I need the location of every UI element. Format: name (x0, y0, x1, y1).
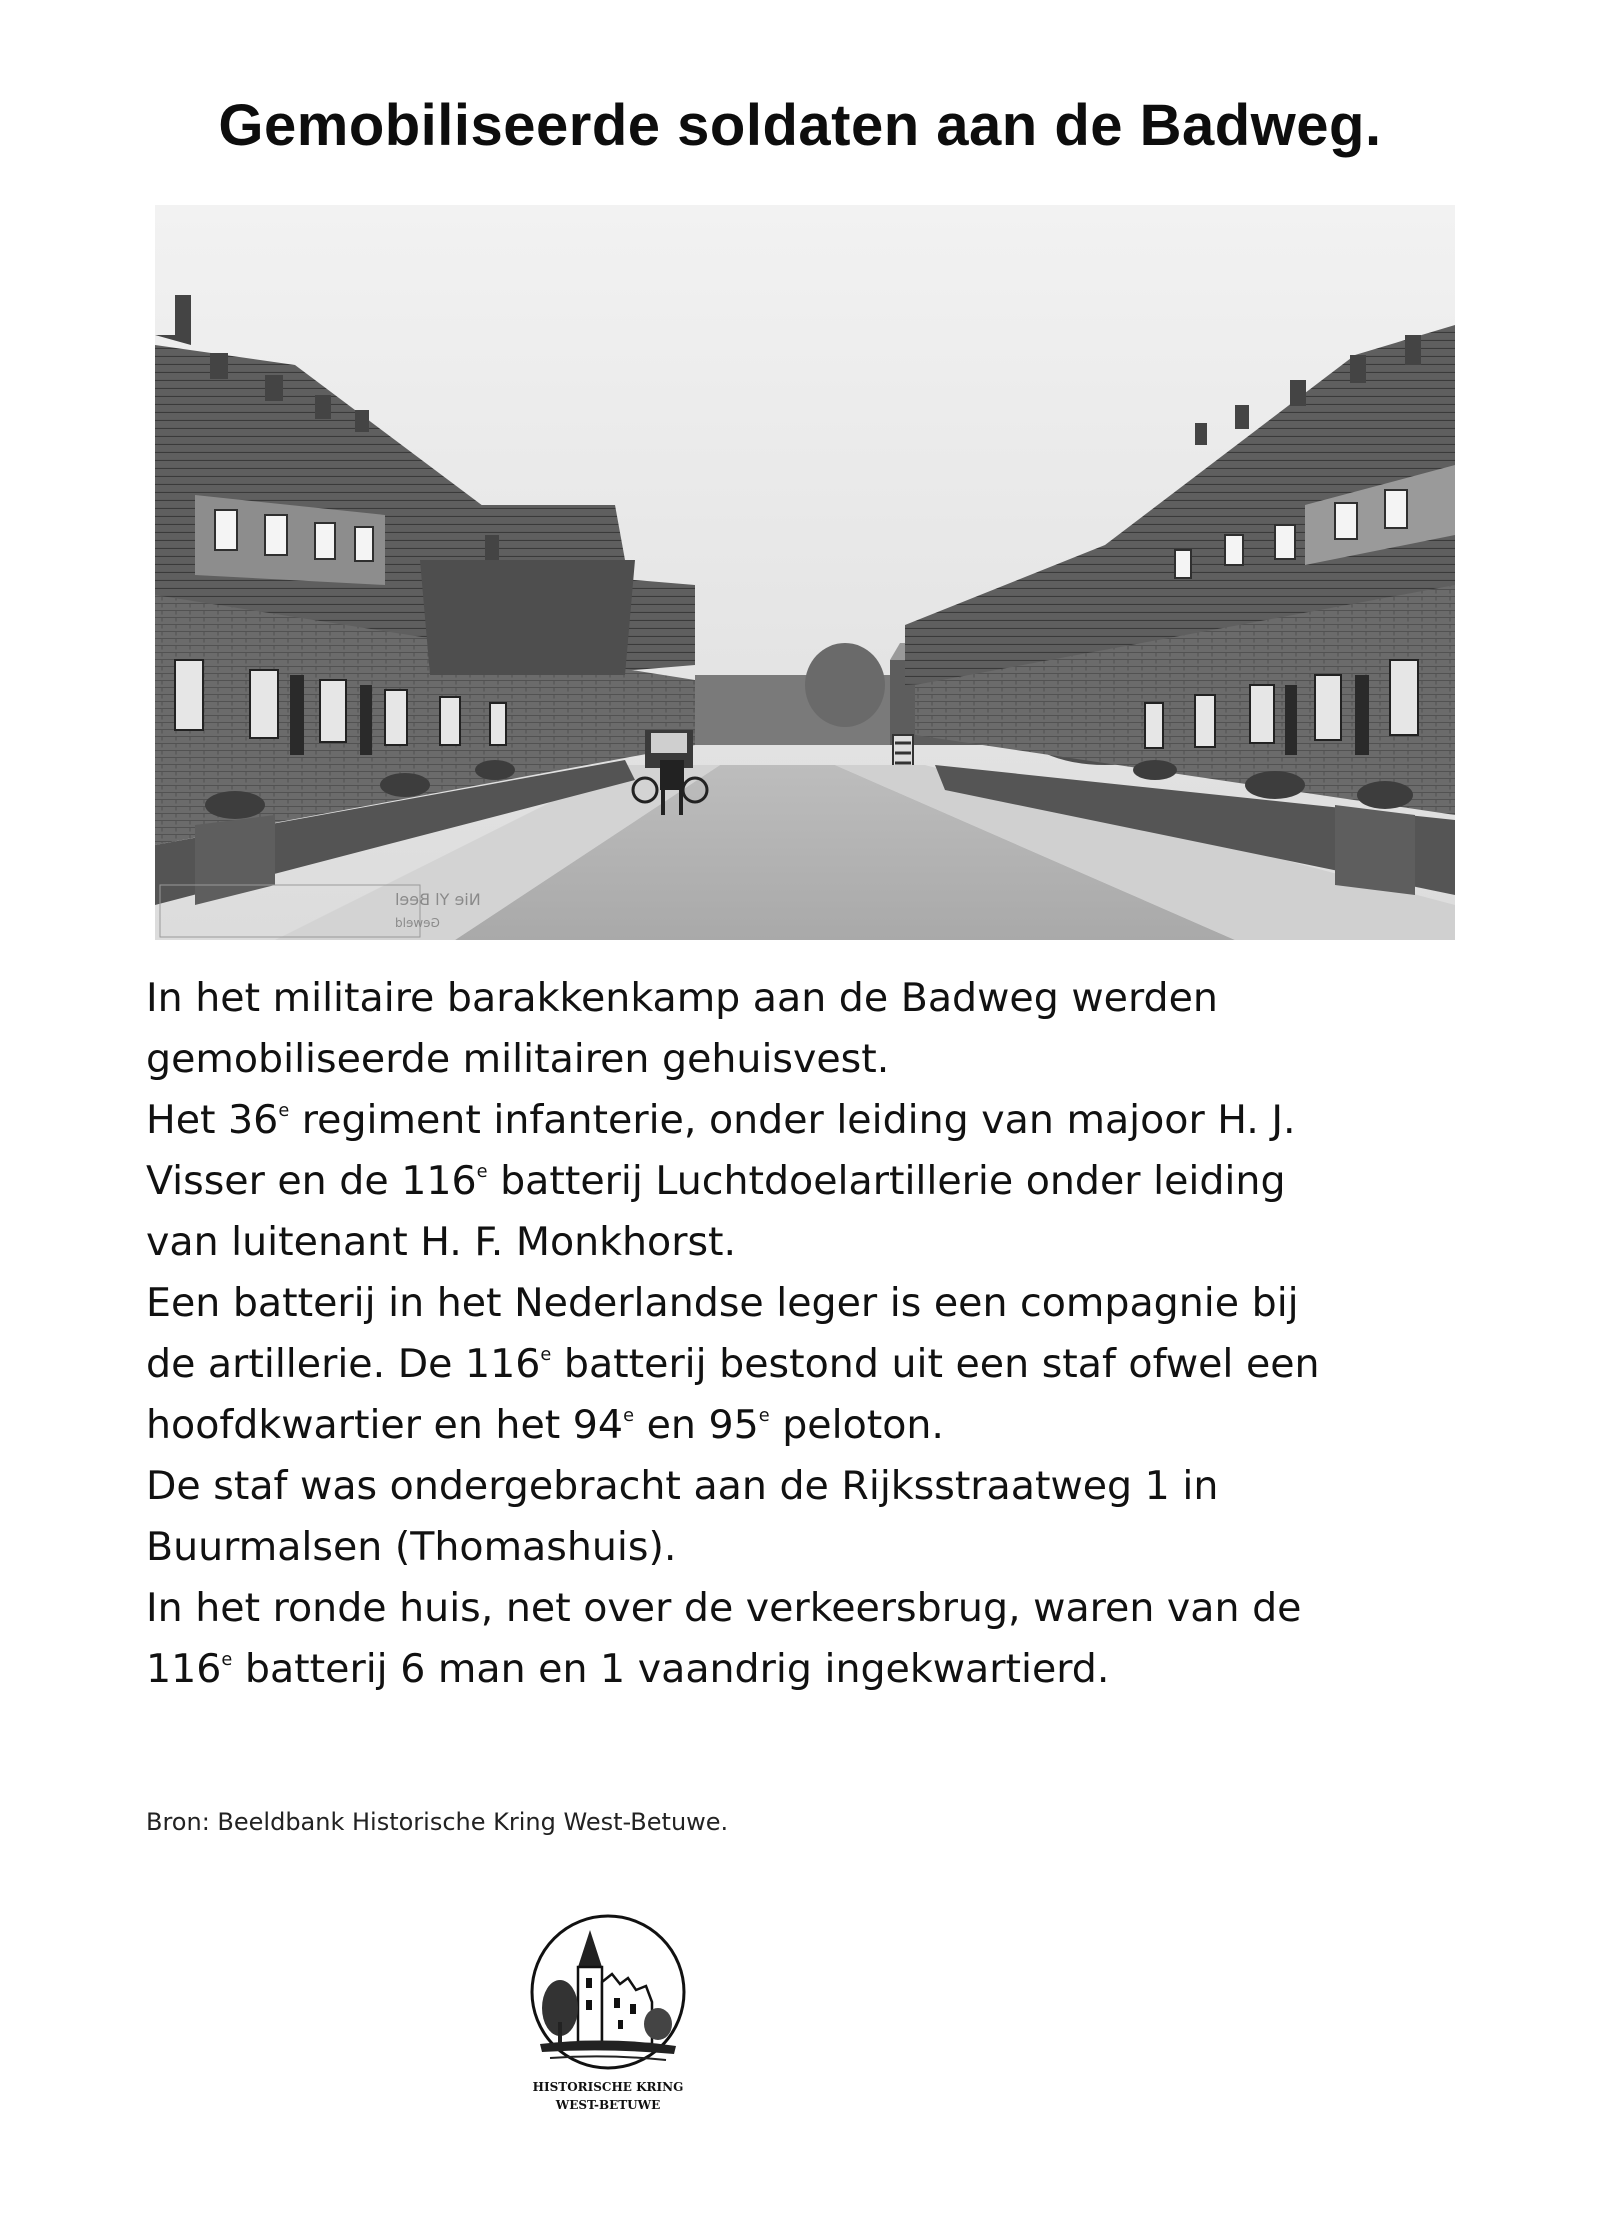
body-line: gemobiliseerde militairen gehuisvest. (146, 1036, 890, 1082)
historical-street-photo (155, 205, 1455, 940)
historische-kring-logo (522, 1912, 694, 2114)
article-body (146, 968, 1476, 1700)
body-line: Visser en de 116e batterij Luchtdoelartillerie onder leiding (146, 1158, 1286, 1204)
photo-stamp-line2: Geweld (395, 916, 440, 930)
street-photo-illustration (155, 205, 1455, 940)
body-line: van luitenant H. F. Monkhorst. (146, 1219, 737, 1265)
body-line: 116e batterij 6 man en 1 vaandrig ingekwartierd. (146, 1646, 1110, 1692)
body-line: In het militaire barakkenkamp aan de Badweg werden (146, 975, 1218, 1021)
body-line: In het ronde huis, net over de verkeersbrug, waren van de (146, 1585, 1302, 1631)
logo-line1: HISTORISCHE KRING (532, 2080, 684, 2094)
photo-stamp-line1: Nie Yl Beel (395, 890, 481, 909)
body-line: de artillerie. De 116e batterij bestond uit een staf ofwel een (146, 1341, 1320, 1387)
page-title: Gemobiliseerde soldaten aan de Badweg. (218, 93, 1382, 158)
body-line: De staf was ondergebracht aan de Rijksstraatweg 1 in (146, 1463, 1219, 1509)
body-line: Een batterij in het Nederlandse leger is een compagnie bij (146, 1280, 1299, 1326)
body-line: Buurmalsen (Thomashuis). (146, 1524, 677, 1570)
source-credit: Bron: Beeldbank Historische Kring West-Betuwe. (146, 1808, 729, 1836)
logo-line2: WEST-BETUWE (555, 2098, 661, 2112)
body-line: hoofdkwartier en het 94e en 95e peloton. (146, 1402, 944, 1448)
body-line: Het 36e regiment infanterie, onder leiding van majoor H. J. (146, 1097, 1296, 1143)
castle-emblem-icon (528, 1912, 688, 2072)
